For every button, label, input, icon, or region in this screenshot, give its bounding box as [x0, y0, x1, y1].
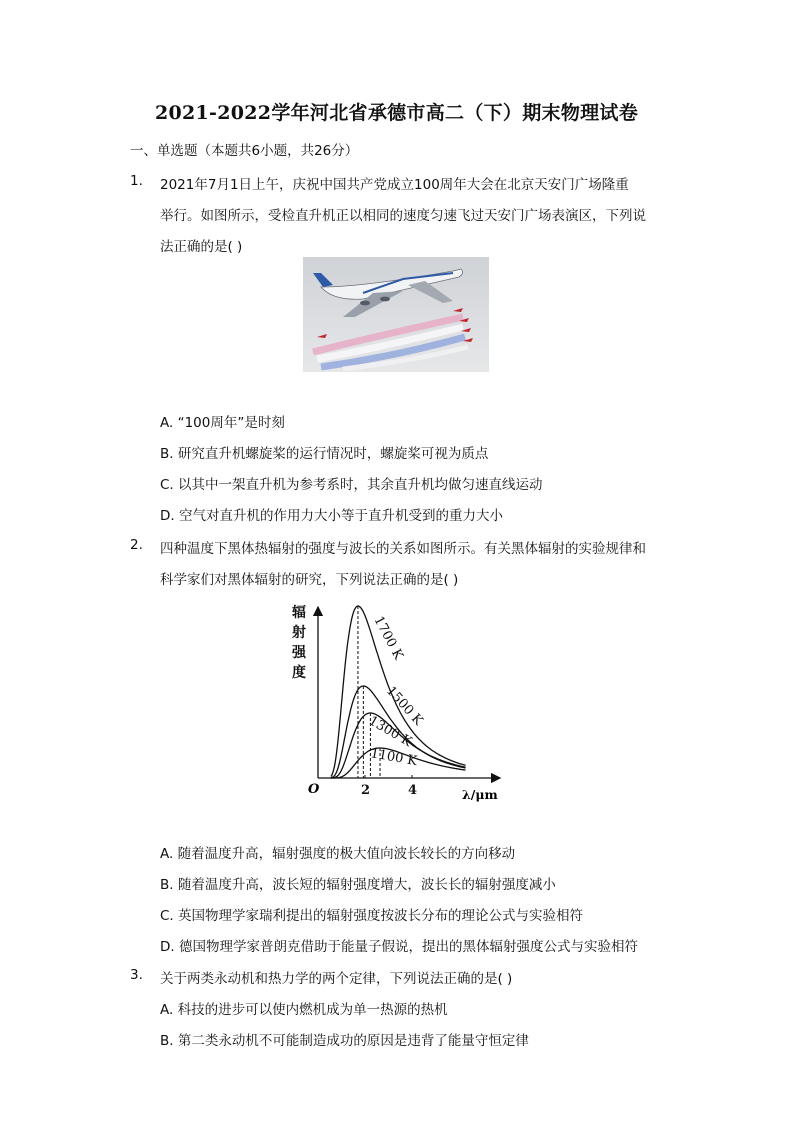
option-d: D. 空气对直升机的作用力大小等于直升机受到的重力大小: [160, 508, 503, 524]
question-text-line: 法正确的是( ): [160, 239, 243, 255]
option-a: A. 随着温度升高，辐射强度的极大值向波长较长的方向移动: [160, 846, 516, 862]
series-label: 1500 K: [383, 683, 426, 729]
blackbody-radiation-chart: [286, 595, 516, 811]
y-axis-label-char: 射: [292, 625, 306, 641]
x-tick-label: 2: [361, 783, 371, 798]
series-label: 1100 K: [369, 746, 419, 770]
option-a: A. “100周年”是时刻: [160, 415, 285, 431]
option-a: A. 科技的进步可以使内燃机成为单一热源的热机: [160, 1002, 448, 1018]
question-number: 2.: [130, 537, 143, 553]
aircraft-photo: [303, 257, 489, 372]
question-text-line: 四种温度下黑体热辐射的强度与波长的关系如图所示。有关黑体辐射的实验规律和: [160, 541, 646, 557]
origin-label: O: [308, 782, 320, 797]
series-label: 1700 K: [370, 613, 406, 663]
question-text-line: 关于两类永动机和热力学的两个定律，下列说法正确的是( ): [160, 971, 513, 987]
option-b: B. 随着温度升高，波长短的辐射强度增大，波长长的辐射强度减小: [160, 877, 556, 893]
y-axis-label-char: 辐: [292, 605, 306, 621]
question-text-line: 举行。如图所示，受检直升机正以相同的速度匀速飞过天安门广场表演区，下列说: [160, 208, 646, 224]
series-label: 1300 K: [366, 713, 415, 750]
option-c: C. 英国物理学家瑞利提出的辐射强度按波长分布的理论公式与实验相符: [160, 908, 584, 924]
x-tick-label: 4: [408, 783, 418, 798]
x-axis-label: λ/μm: [462, 787, 498, 802]
section-heading: 一、单选题（本题共6小题，共26分）: [130, 143, 359, 159]
option-b: B. 研究直升机螺旋桨的运行情况时，螺旋桨可视为质点: [160, 446, 489, 462]
question-text-line: 2021年7月1日上午，庆祝中国共产党成立100周年大会在北京天安门广场隆重: [160, 177, 629, 193]
question-text-line: 科学家们对黑体辐射的研究，下列说法正确的是( ): [160, 572, 459, 588]
question-number: 3.: [130, 967, 143, 983]
page-title: 2021-2022学年河北省承德市高二（下）期末物理试卷: [154, 102, 639, 124]
y-axis-label-char: 强: [292, 645, 306, 661]
option-c: C. 以其中一架直升机为参考系时，其余直升机均做匀速直线运动: [160, 477, 543, 493]
option-d: D. 德国物理学家普朗克借助于能量子假说，提出的黑体辐射强度公式与实验相符: [160, 939, 638, 955]
question-number: 1.: [130, 173, 143, 189]
option-b: B. 第二类永动机不可能制造成功的原因是违背了能量守恒定律: [160, 1033, 529, 1049]
y-axis-label-char: 度: [292, 665, 306, 681]
